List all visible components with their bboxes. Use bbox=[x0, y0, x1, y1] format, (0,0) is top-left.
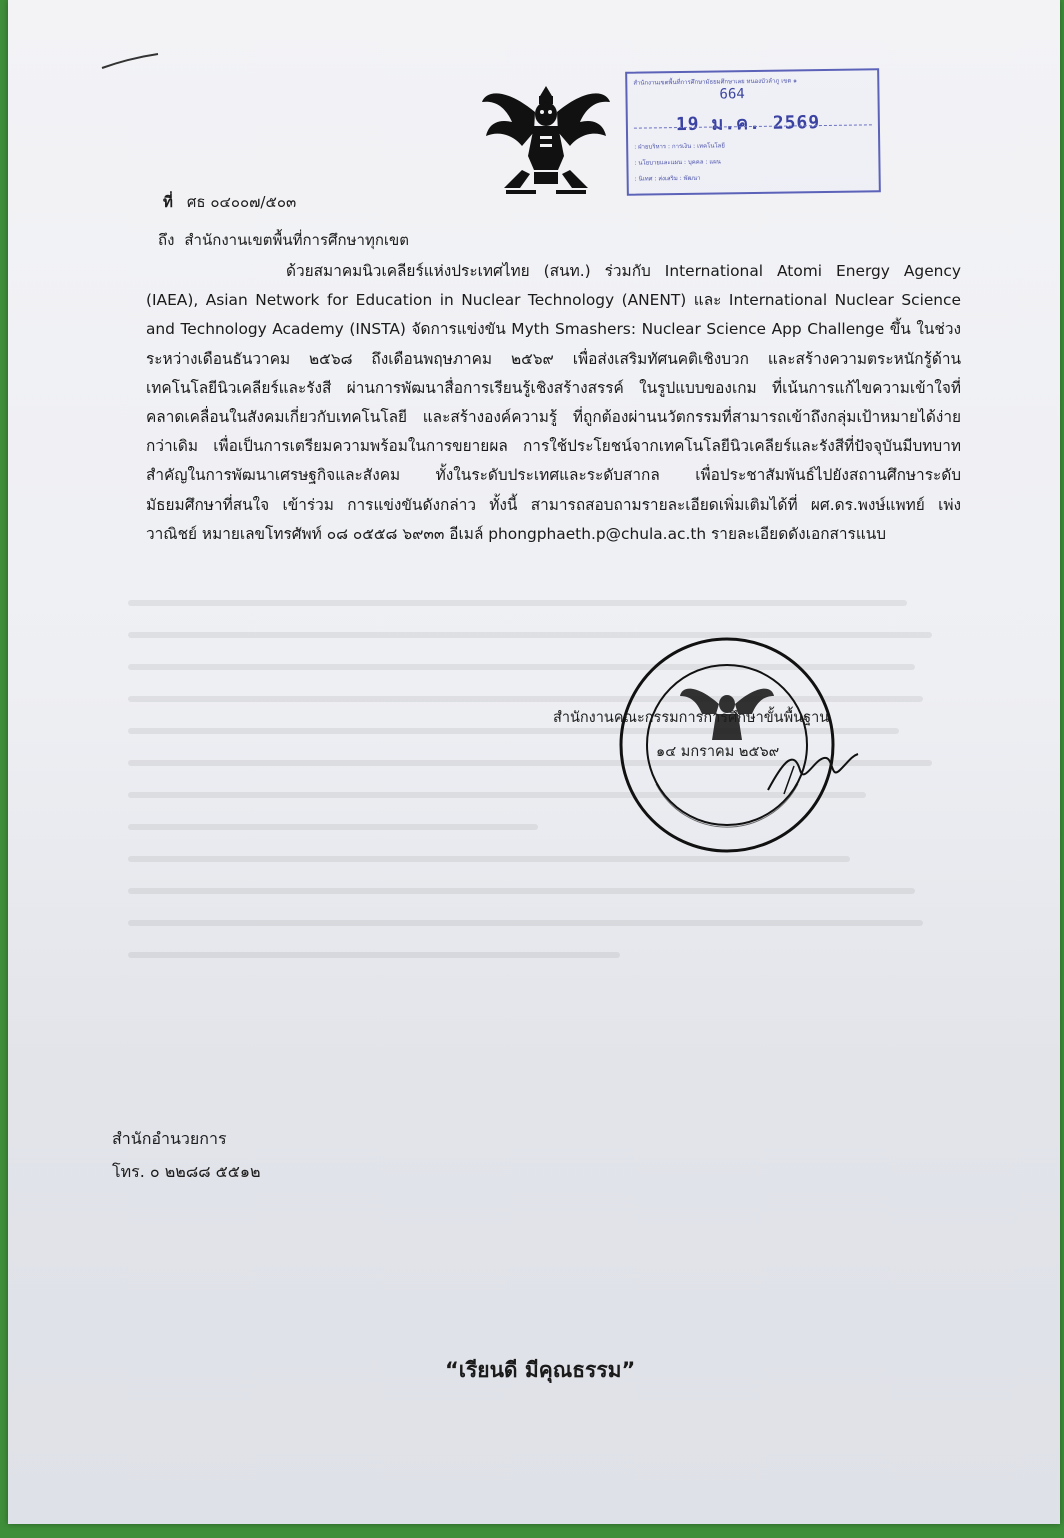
motto: “เรียนดี มีคุณธรรม” bbox=[445, 1358, 636, 1382]
footer-office: สำนักอำนวยการ bbox=[112, 1129, 227, 1148]
stamp-row: : นโยบายและแผน : บุคคล : แผน bbox=[634, 158, 721, 167]
letter-body: ด้วยสมาคมนิวเคลียร์แห่งประเทศไทย (สนท.) ร่วมกับ International Atomi Energy Agency (IAEA), Asian Network for Education in Nuclear Technology (ANENT) และ International Nuclear Science and Technology Academy (INSTA) จัดการแข่งขัน Myth Smashers: Nuclear Science App Challenge ขึ้น ในช่วงระหว่างเดือนธันวาคม ๒๕๖๘ ถึงเดือนพฤษภาคม ๒๕๖๙ เพื่อส่งเสริมทัศนคติเชิงบวก และสร้างความตระหนักรู้ด้านเทคโนโลยีนิวเคลียร์และรังสี ผ่านการพัฒนาสื่อการเรียนรู้เชิงสร้างสรรค์ ในรูปแบบของเกม ที่เน้นการแก้ไขความเข้าใจที่คลาดเคลื่อนในสังคมเกี่ยวกับเทคโนโลยี และสร้างองค์ความรู้ ที่ถูกต้องผ่านนวัตกรรมที่สามารถเข้าถึงกลุ่มเป้าหมายได้ง่ายกว่าเดิม เพื่อเป็นการเตรียมความพร้อมในการขยายผล การใช้ประโยชน์จากเทคโนโลยีนิวเคลียร์และรังสีที่ปัจจุบันมีบทบาทสำคัญในการพัฒนาเศรษฐกิจและสังคม ทั้งในระดับประเทศและระดับสากล เพื่อประชาสัมพันธ์ไปยังสถานศึกษาระดับมัธยมศึกษาที่สนใจ เข้าร่วม การแข่งขันดังกล่าว ทั้งนี้ สามารถสอบถามรายละเอียดเพิ่มเติมได้ที่ ผศ.ดร.พงษ์แพทย์ เพ่งวาณิชย์ หมายเลขโทรศัพท์ ๐๘ ๐๕๕๘ ๖๙๓๓ อีเมล์ phongphaeth.p@chula.ac.th รายละเอียดดังเอกสารแนบ bbox=[146, 262, 961, 543]
document-number-label: ที่ bbox=[163, 193, 173, 211]
document-number-line bbox=[163, 190, 296, 214]
signature-date: ๑๔ มกราคม ๒๕๖๙ bbox=[656, 744, 780, 760]
recipient: สำนักงานเขตพื้นที่การศึกษาทุกเขต bbox=[184, 231, 410, 249]
pen-mark bbox=[100, 52, 160, 72]
footer-phone: โทร. ๐ ๒๒๘๘ ๕๕๑๒ bbox=[112, 1162, 261, 1181]
stamp-header: สำนักงานเขตพื้นที่การศึกษามัธยมศึกษาเลย หนองบัวลำภู เขต ๑ bbox=[633, 77, 798, 87]
document-number: ศธ ๐๔๐๐๗/๕๐๓ bbox=[186, 193, 297, 211]
document-page bbox=[8, 0, 1060, 1524]
signature-office: สำนักงานคณะกรรมการการศึกษาขั้นพื้นฐาน bbox=[553, 710, 830, 726]
handwritten-signature-icon bbox=[764, 740, 860, 800]
recipient-line bbox=[158, 228, 409, 252]
stamp-row: : นิเทศ : ส่งเสริม : พัฒนา bbox=[634, 174, 701, 183]
stamp-receive-no: 664 bbox=[719, 86, 745, 103]
garuda-emblem-icon bbox=[476, 82, 616, 200]
receipt-stamp bbox=[625, 68, 881, 196]
recipient-label: ถึง bbox=[158, 231, 175, 249]
stamp-row: : ฝ่ายบริหาร : การเงิน : เทคโนโลยี bbox=[634, 142, 725, 151]
stamp-date: 19 ม.ค. 2569 bbox=[675, 112, 821, 136]
